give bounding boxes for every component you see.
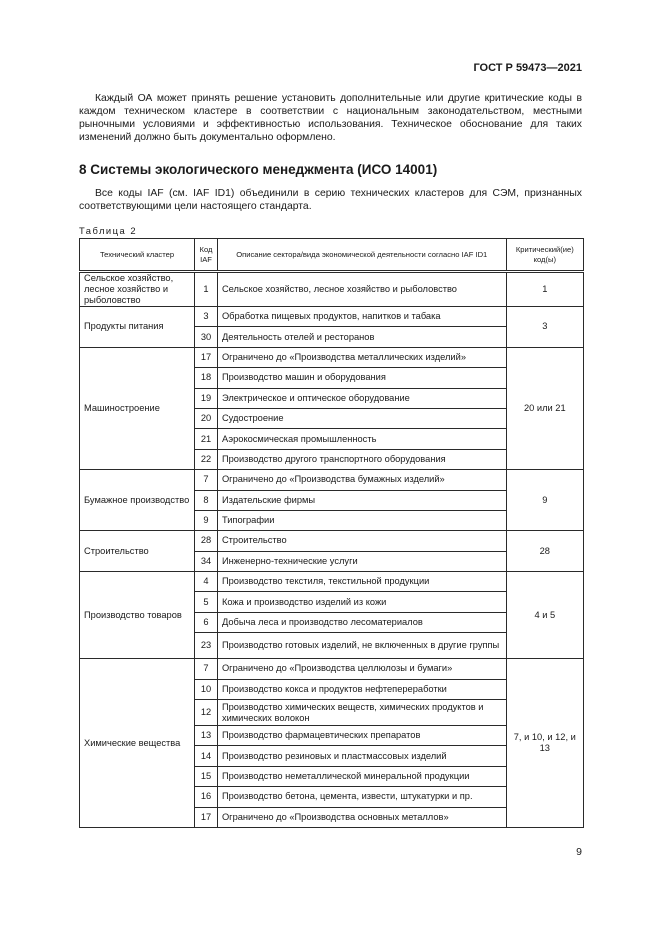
- cluster-cell: Бумажное производство: [80, 470, 195, 531]
- sector-description-cell: Типографии: [217, 510, 506, 530]
- iaf-code-cell: 1: [195, 273, 218, 307]
- table-body: [80, 273, 584, 828]
- iaf-code-cell: 15: [195, 766, 218, 786]
- iaf-code-cell: 17: [195, 347, 218, 367]
- sector-description-cell: Производство химических веществ, химических продуктов и химических волокон: [217, 700, 506, 726]
- iaf-code-cell: 16: [195, 787, 218, 807]
- critical-code-cell: 7, и 10, и 12, и 13: [506, 659, 583, 828]
- table-row: [80, 659, 584, 679]
- iaf-code-cell: 12: [195, 700, 218, 726]
- iaf-code-cell: 30: [195, 327, 218, 347]
- table-caption: Таблица 2: [79, 225, 138, 236]
- iaf-code-cell: 22: [195, 449, 218, 469]
- sector-description-cell: Ограничено до «Производства металлических изделий»: [217, 347, 506, 367]
- table-row: [80, 572, 584, 592]
- cluster-cell: Строительство: [80, 531, 195, 572]
- header-code: Код IAF: [195, 239, 218, 271]
- iaf-code-cell: 10: [195, 679, 218, 699]
- critical-code-cell: 4 и 5: [506, 572, 583, 659]
- standard-header: ГОСТ Р 59473—2021: [473, 62, 582, 74]
- sector-description-cell: Обработка пищевых продуктов, напитков и табака: [217, 307, 506, 327]
- critical-code-cell: 20 или 21: [506, 347, 583, 469]
- table-row: [80, 531, 584, 551]
- critical-code-cell: 28: [506, 531, 583, 572]
- iaf-code-cell: 23: [195, 633, 218, 659]
- sector-description-cell: Производство машин и оборудования: [217, 368, 506, 388]
- critical-code-cell: 1: [506, 273, 583, 307]
- iaf-code-cell: 17: [195, 807, 218, 827]
- iaf-code-cell: 7: [195, 659, 218, 679]
- iaf-code-cell: 7: [195, 470, 218, 490]
- sector-description-cell: Производство другого транспортного оборудования: [217, 449, 506, 469]
- sector-description-cell: Производство фармацевтических препаратов: [217, 726, 506, 746]
- sector-description-cell: Производство неметаллической минеральной продукции: [217, 766, 506, 786]
- intro-paragraph: Каждый ОА может принять решение установить дополнительные или другие критические коды в каждом техническом кластере в соответствии с национальным законодательством, местными рыночными условиями и эффективностью использования. Техническое обоснование для таких изменений должно быть документально оформлено.: [79, 93, 582, 143]
- header-critical: Критический(ие) код(ы): [506, 239, 583, 271]
- iaf-code-cell: 14: [195, 746, 218, 766]
- table-row: [80, 273, 584, 307]
- cluster-cell: Производство товаров: [80, 572, 195, 659]
- header-cluster: Технический кластер: [80, 239, 195, 271]
- cluster-cell: Продукты питания: [80, 307, 195, 348]
- page-number: 9: [576, 846, 582, 858]
- iaf-code-cell: 28: [195, 531, 218, 551]
- section-title: 8 Системы экологического менеджмента (ИСО 14001): [79, 162, 438, 177]
- sector-description-cell: Судостроение: [217, 408, 506, 428]
- table-row: [80, 307, 584, 327]
- cluster-cell: Машиностроение: [80, 347, 195, 469]
- sector-description-cell: Производство бетона, цемента, извести, штукатурки и пр.: [217, 787, 506, 807]
- iaf-code-cell: 34: [195, 551, 218, 571]
- cluster-cell: Химические вещества: [80, 659, 195, 828]
- iaf-code-cell: 5: [195, 592, 218, 612]
- iaf-code-cell: 21: [195, 429, 218, 449]
- header-description: Описание сектора/вида экономической деятельности согласно IAF ID1: [217, 239, 506, 271]
- sector-description-cell: Ограничено до «Производства основных металлов»: [217, 807, 506, 827]
- critical-code-cell: 9: [506, 470, 583, 531]
- iaf-cluster-table: [79, 238, 584, 828]
- sector-description-cell: Кожа и производство изделий из кожи: [217, 592, 506, 612]
- sector-description-cell: Производство готовых изделий, не включенных в другие группы: [217, 633, 506, 659]
- sector-description-cell: Издательские фирмы: [217, 490, 506, 510]
- sector-description-cell: Производство текстиля, текстильной продукции: [217, 572, 506, 592]
- critical-code-cell: 3: [506, 307, 583, 348]
- sector-description-cell: Деятельность отелей и ресторанов: [217, 327, 506, 347]
- sector-description-cell: Производство резиновых и пластмассовых изделий: [217, 746, 506, 766]
- sector-description-cell: Добыча леса и производство лесоматериалов: [217, 612, 506, 632]
- section-paragraph: Все коды IAF (см. IAF ID1) объединили в серию технических кластеров для СЭМ, признанных соответствующими цели настоящего стандарта.: [79, 188, 582, 212]
- cluster-cell: Сельское хозяйство, лесное хозяйство и рыболовство: [80, 273, 195, 307]
- table-row: [80, 470, 584, 490]
- table-header-row: [80, 239, 584, 271]
- iaf-code-cell: 8: [195, 490, 218, 510]
- iaf-code-cell: 13: [195, 726, 218, 746]
- sector-description-cell: Производство кокса и продуктов нефтепереработки: [217, 679, 506, 699]
- iaf-code-cell: 4: [195, 572, 218, 592]
- sector-description-cell: Аэрокосмическая промышленность: [217, 429, 506, 449]
- iaf-code-cell: 18: [195, 368, 218, 388]
- sector-description-cell: Сельское хозяйство, лесное хозяйство и рыболовство: [217, 273, 506, 307]
- table-row: [80, 347, 584, 367]
- iaf-code-cell: 20: [195, 408, 218, 428]
- sector-description-cell: Строительство: [217, 531, 506, 551]
- sector-description-cell: Ограничено до «Производства целлюлозы и бумаги»: [217, 659, 506, 679]
- sector-description-cell: Ограничено до «Производства бумажных изделий»: [217, 470, 506, 490]
- sector-description-cell: Электрическое и оптическое оборудование: [217, 388, 506, 408]
- iaf-code-cell: 3: [195, 307, 218, 327]
- sector-description-cell: Инженерно-технические услуги: [217, 551, 506, 571]
- iaf-code-cell: 19: [195, 388, 218, 408]
- iaf-code-cell: 9: [195, 510, 218, 530]
- iaf-code-cell: 6: [195, 612, 218, 632]
